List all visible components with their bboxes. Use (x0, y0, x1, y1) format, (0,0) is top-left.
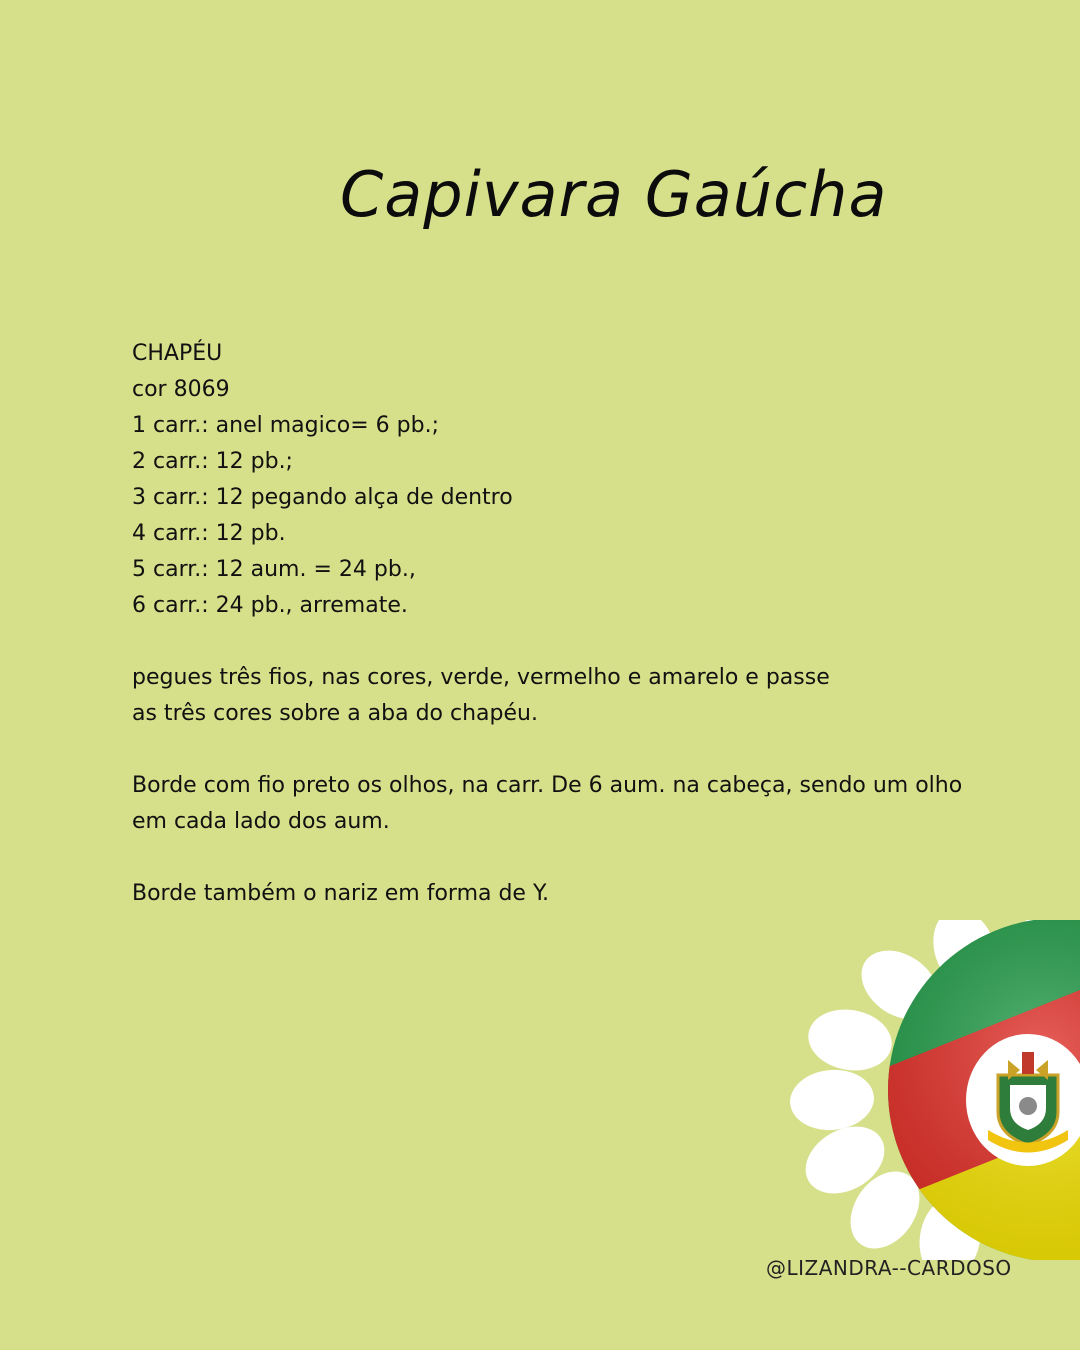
section-heading: CHAPÉU (132, 341, 223, 366)
rio-grande-do-sul-flag-flower-icon (790, 920, 1080, 1260)
instruction-paragraph (132, 768, 1012, 840)
page-title: Capivara Gaúcha (340, 158, 888, 231)
instruction-line: Borde também o nariz em forma de Y. (132, 881, 549, 906)
instruction-paragraph (132, 660, 1012, 732)
round-line: 6 carr.: 24 pb., arremate. (132, 593, 408, 618)
round-line: 2 carr.: 12 pb.; (132, 449, 293, 474)
instruction-line: pegues três fios, nas cores, verde, vermelho e amarelo e passe (132, 665, 830, 690)
instruction-line: em cada lado dos aum. (132, 809, 390, 834)
round-line: 4 carr.: 12 pb. (132, 521, 286, 546)
instruction-line: as três cores sobre a aba do chapéu. (132, 701, 538, 726)
recipe-content (132, 336, 1012, 912)
instruction-line: Borde com fio preto os olhos, na carr. De 6 aum. na cabeça, sendo um olho (132, 773, 963, 798)
round-line: 1 carr.: anel magico= 6 pb.; (132, 413, 440, 438)
instruction-paragraph (132, 876, 1012, 912)
round-line: 5 carr.: 12 aum. = 24 pb., (132, 557, 416, 582)
round-line: 3 carr.: 12 pegando alça de dentro (132, 485, 513, 510)
color-line: cor 8069 (132, 377, 230, 402)
author-handle: @LIZANDRA--CARDOSO (766, 1256, 1012, 1280)
